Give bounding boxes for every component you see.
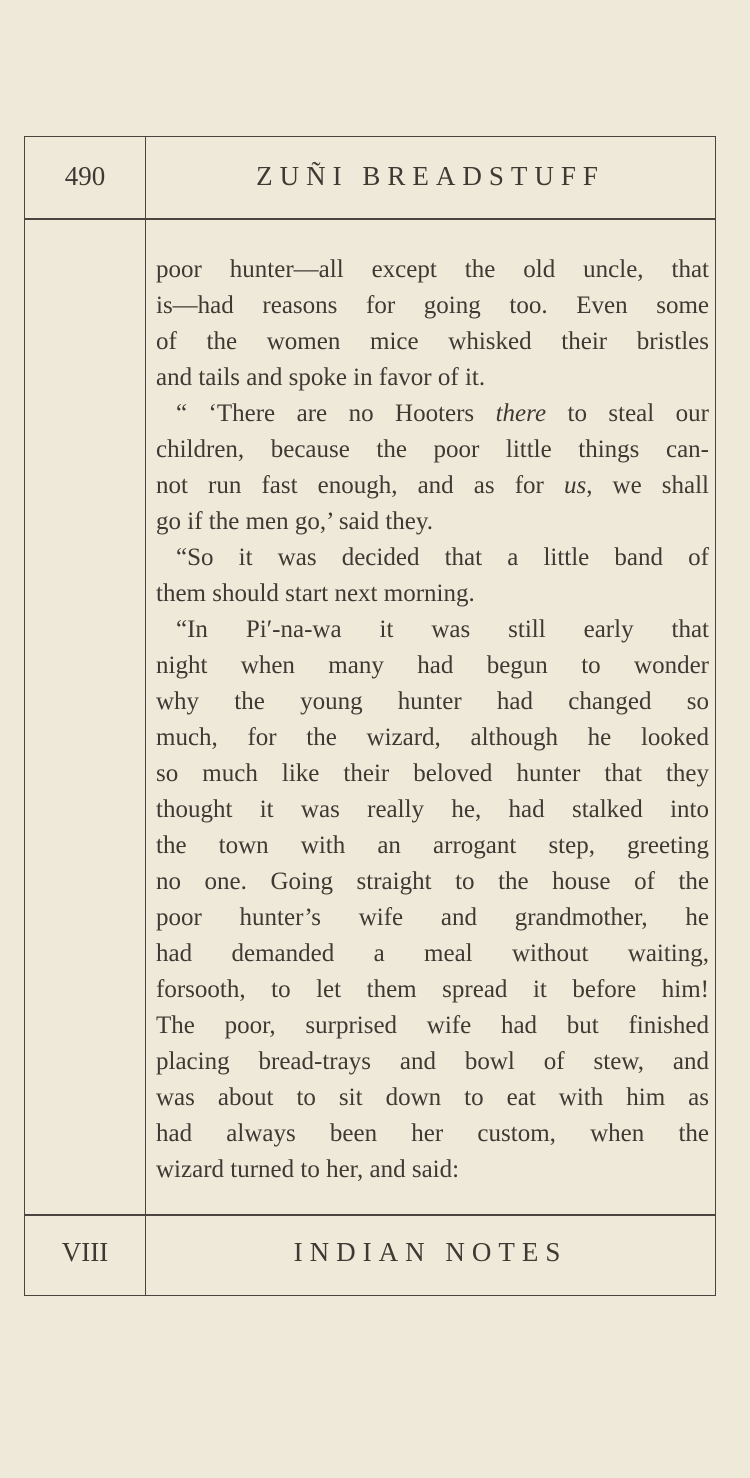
text-segment: to steal our (546, 400, 709, 427)
text-segment: thought it was really he, had stalked into (156, 796, 709, 823)
text-segment: The poor, surprised wife had but finished (156, 1012, 709, 1039)
text-segment: had demanded a meal without waiting, (156, 940, 709, 967)
text-line (156, 900, 709, 936)
margin-divider (145, 137, 146, 1295)
text-segment: of the women mice whisked their bristles (156, 328, 709, 355)
text-line (156, 972, 709, 1008)
text-segment: them should start next morning. (156, 580, 475, 607)
text-segment: no one. Going straight to the house of the (156, 868, 709, 895)
text-segment: poor hunter—all except the old uncle, that (156, 256, 709, 283)
text-line (156, 432, 709, 468)
text-line (156, 1080, 709, 1116)
text-segment: not run fast enough, and as for (156, 472, 564, 499)
text-line (156, 864, 709, 900)
text-segment: night when many had begun to wonder (156, 652, 709, 679)
volume-number: VIII (61, 1237, 109, 1267)
text-line (156, 288, 709, 324)
text-segment: “So it was decided that a little band of (176, 544, 709, 571)
text-segment: children, because the poor little things can- (156, 436, 709, 463)
text-line (156, 1152, 709, 1188)
text-line (156, 1044, 709, 1080)
text-line (156, 792, 709, 828)
text-line (156, 1008, 709, 1044)
text-line (156, 324, 709, 360)
text-line (156, 468, 709, 504)
header-rule (25, 218, 715, 220)
running-title: ZUÑI BREADSTUFF (256, 161, 605, 191)
text-segment: the town with an arrogant step, greeting (156, 832, 709, 859)
text-segment: why the young hunter had changed so (156, 688, 709, 715)
italic-text: there (495, 400, 547, 427)
text-line (156, 936, 709, 972)
text-segment: and tails and spoke in favor of it. (156, 364, 486, 391)
series-title: INDIAN NOTES (293, 1237, 568, 1267)
text-segment: is—had reasons for going too. Even some (156, 292, 709, 319)
text-line (156, 540, 709, 576)
text-line (156, 360, 709, 396)
text-line (156, 720, 709, 756)
text-segment: placing bread-trays and bowl of stew, and (156, 1048, 709, 1075)
footer-rule (25, 1214, 715, 1216)
text-segment: , we shall (586, 472, 709, 499)
text-segment: wizard turned to her, and said: (156, 1156, 460, 1183)
text-segment: “In Pi′-na-wa it was still early that (176, 616, 709, 643)
body-text (156, 252, 709, 1188)
text-line (156, 252, 709, 288)
text-segment: forsooth, to let them spread it before him! (156, 976, 709, 1003)
text-segment: poor hunter’s wife and grandmother, he (156, 904, 709, 931)
text-segment: “ ‘There are no Hooters (176, 400, 496, 427)
text-segment: was about to sit down to eat with him as (156, 1084, 709, 1111)
text-line (156, 612, 709, 648)
page-frame (24, 136, 716, 1296)
text-segment: had always been her custom, when the (156, 1120, 709, 1147)
italic-text: us (563, 472, 587, 499)
text-segment: much, for the wizard, although he looked (156, 724, 709, 751)
text-line (156, 576, 709, 612)
text-line (156, 504, 709, 540)
text-line (156, 828, 709, 864)
text-line (156, 396, 709, 432)
text-line (156, 1116, 709, 1152)
text-line (156, 756, 709, 792)
text-line (156, 648, 709, 684)
text-segment: so much like their beloved hunter that they (156, 760, 709, 787)
page-number: 490 (64, 161, 106, 191)
text-line (156, 684, 709, 720)
text-segment: go if the men go,’ said they. (156, 508, 434, 535)
